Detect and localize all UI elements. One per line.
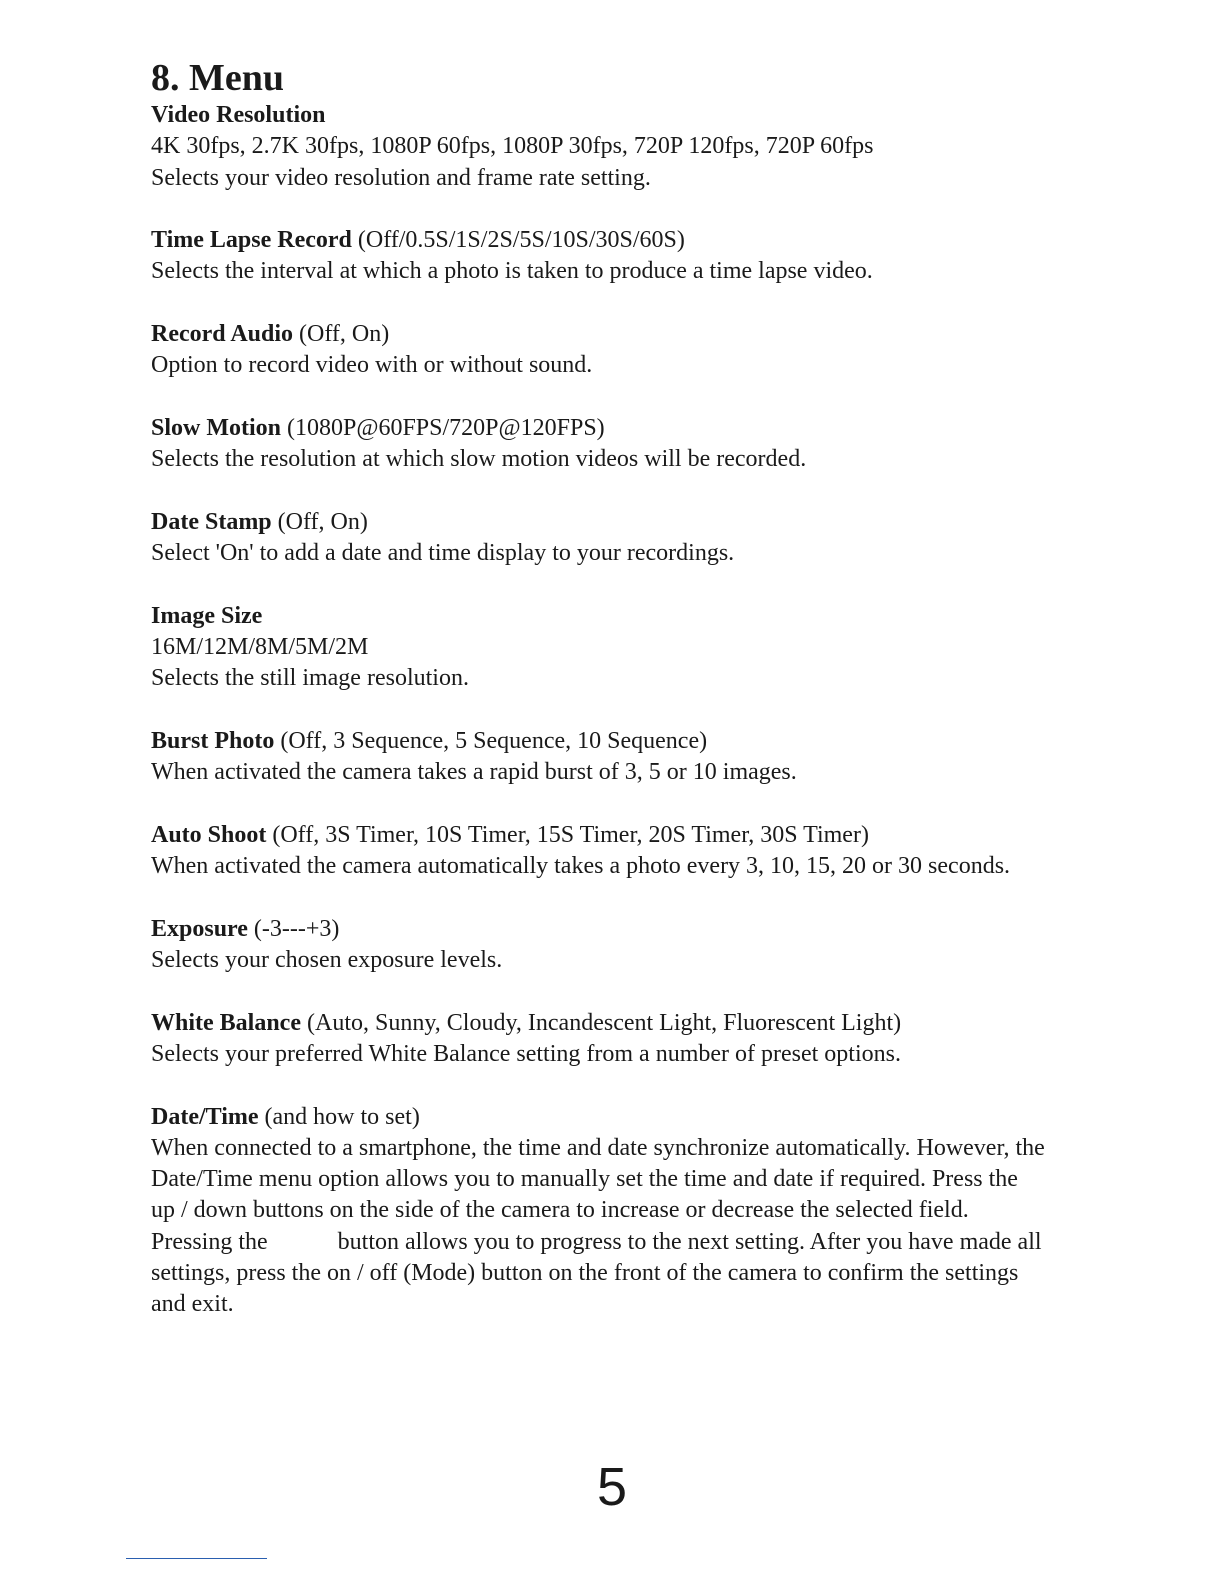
section-options: (Off, 3 Sequence, 5 Sequence, 10 Sequence): [274, 727, 708, 754]
section-options: (Off/0.5S/1S/2S/5S/10S/30S/60S): [351, 227, 685, 254]
footer-divider: [126, 1558, 267, 1559]
section-description-line: Pressing the: [151, 1228, 268, 1255]
section-exposure: [151, 914, 1101, 977]
section-title: Exposure: [151, 915, 248, 942]
section-description: Selects the still image resolution.: [151, 665, 469, 692]
section-options: (Off, 3S Timer, 10S Timer, 15S Timer, 20S Timer, 30S Timer): [266, 821, 869, 848]
section-description: Option to record video with or without sound.: [151, 352, 593, 379]
menu-page: [151, 56, 1101, 1321]
section-options: (1080P@60FPS/720P@120FPS): [281, 414, 605, 441]
section-description: When activated the camera takes a rapid burst of 3, 5 or 10 images.: [151, 759, 797, 786]
section-options: (and how to set): [258, 1103, 420, 1130]
section-title: Burst Photo: [151, 727, 275, 754]
section-options: 16M/12M/8M/5M/2M: [151, 634, 369, 661]
section-title: Time Lapse Record: [151, 227, 352, 254]
section-description-line: settings, press the on / off (Mode) button on the front of the camera to confirm the settings: [151, 1259, 1019, 1286]
section-options: (Auto, Sunny, Cloudy, Incandescent Light, Fluorescent Light): [301, 1009, 902, 1036]
section-auto-shoot: [151, 820, 1101, 883]
section-description-line: and exit.: [151, 1291, 234, 1318]
section-burst-photo: [151, 726, 1101, 789]
section-options: (Off, On): [293, 321, 390, 348]
section-description: When activated the camera automatically takes a photo every 3, 10, 15, 20 or 30 seconds.: [151, 853, 1011, 880]
section-description-line: When connected to a smartphone, the time and date synchronize automatically. However, the: [151, 1134, 1045, 1161]
page-title: 8. Menu: [151, 57, 284, 99]
section-title: White Balance: [151, 1009, 301, 1036]
section-video-resolution: [151, 100, 1101, 194]
section-title: Record Audio: [151, 321, 294, 348]
section-description: Selects your chosen exposure levels.: [151, 947, 503, 974]
section-description: Selects the resolution at which slow motion videos will be recorded.: [151, 446, 807, 473]
section-title: Auto Shoot: [151, 821, 267, 848]
section-title: Date Stamp: [151, 508, 272, 535]
section-title: Image Size: [151, 602, 263, 629]
section-description: Selects the interval at which a photo is taken to produce a time lapse video.: [151, 258, 873, 285]
section-description: Selects your preferred White Balance setting from a number of preset options.: [151, 1040, 901, 1067]
section-description-line: Date/Time menu option allows you to manually set the time and date if required. Press the: [151, 1166, 1018, 1193]
section-description-line: up / down buttons on the side of the camera to increase or decrease the selected field.: [151, 1197, 969, 1224]
section-title: Video Resolution: [151, 102, 326, 128]
page-number: 5: [596, 1457, 628, 1517]
section-slow-motion: [151, 413, 1101, 476]
section-description-line: button allows you to progress to the next setting. After you have made all: [337, 1228, 1042, 1255]
section-record-audio: [151, 319, 1101, 382]
section-image-size: [151, 601, 1101, 695]
section-date-time: [151, 1102, 1101, 1321]
section-white-balance: [151, 1008, 1101, 1071]
section-options: 4K 30fps, 2.7K 30fps, 1080P 60fps, 1080P 30fps, 720P 120fps, 720P 60fps: [151, 133, 874, 160]
section-time-lapse: [151, 225, 1101, 288]
section-description: Selects your video resolution and frame rate setting.: [151, 164, 651, 191]
section-options: (-3---+3): [247, 915, 340, 942]
section-title: Slow Motion: [151, 414, 282, 441]
section-description: Select 'On' to add a date and time display to your recordings.: [151, 540, 735, 567]
section-date-stamp: [151, 507, 1101, 570]
section-title: Date/Time: [151, 1103, 259, 1130]
section-options: (Off, On): [271, 508, 368, 535]
